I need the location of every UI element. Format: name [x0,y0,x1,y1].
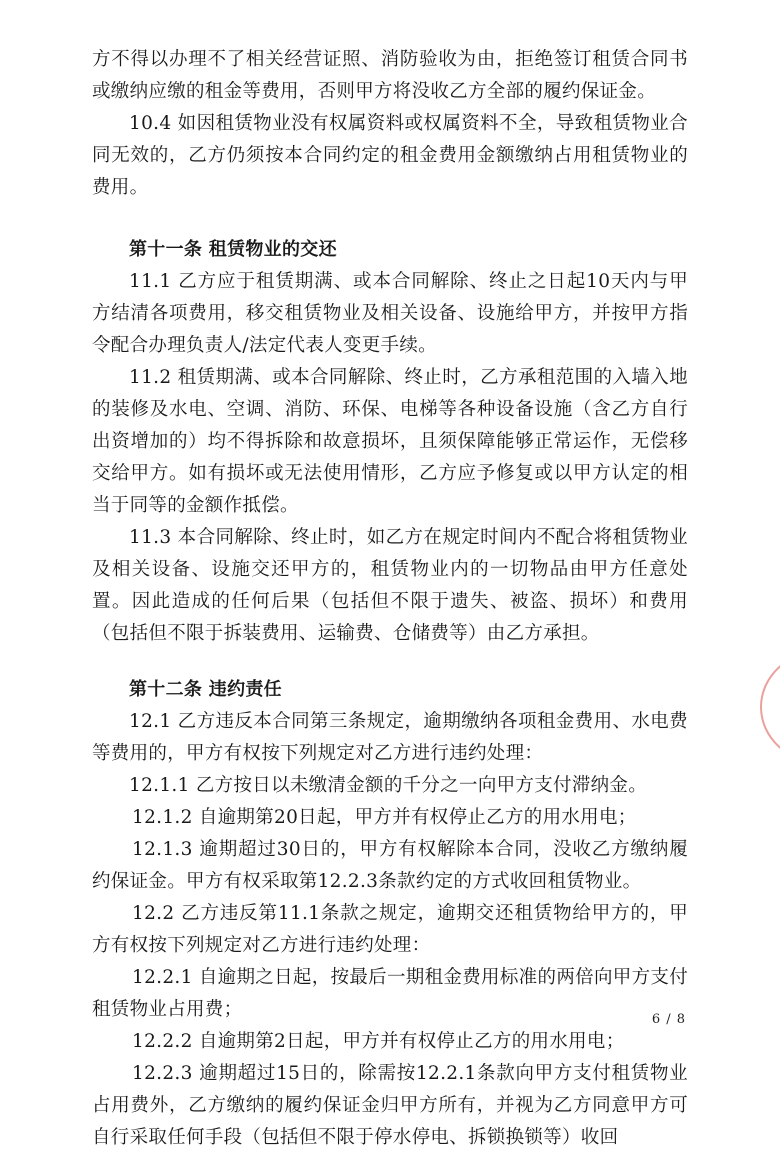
seal-stamp-fragment [750,650,780,760]
spacer [92,204,688,234]
page-number: 6 / 8 [651,1012,686,1027]
clause-12-2-2: 12.2.2 自逾期第2日起，甲方并有权停止乙方的用水用电； [132,1031,625,1052]
clause-12-1-2: 12.1.2 自逾期第20日起，甲方并有权停止乙方的用水用电； [132,807,637,828]
clause-12-1: 12.1 乙方违反本合同第三条规定，逾期缴纳各项租金费用、水电费等费用的，甲方有权按下列规定对乙方进行违约处理： [92,711,688,764]
clause-11-3: 11.3 本合同解除、终止时，如乙方在规定时间内不配合将租赁物业及相关设备、设施交还甲方的，租赁物业内的一切物品由甲方任意处置。因此造成的任何后果（包括但不限于遗失、被盗、损坏）和费用（包括但不限于拆装费用、运输费、仓储费等）由乙方承担。 [92,527,688,644]
clause-12-1-1: 12.1.1 乙方按日以未缴清金额的千分之一向甲方支付滞纳金。 [129,775,648,796]
contract-body [92,44,688,1154]
paragraph-continuation: 方不得以办理不了相关经营证照、消防验收为由，拒绝签订租赁合同书或缴纳应缴的租金等费用，否则甲方将没收乙方全部的履约保证金。 [92,49,688,102]
clause-11-1: 11.1 乙方应于租赁期满、或本合同解除、终止之日起10天内与甲方结清各项费用，移交租赁物业及相关设备、设施给甲方，并按甲方指令配合办理负责人/法定代表人变更手续。 [92,271,688,356]
seal-arc [760,650,780,760]
article-11-heading: 第十一条 租赁物业的交还 [129,239,337,260]
article-12-heading: 第十二条 违约责任 [129,679,282,700]
spacer [92,650,688,674]
clause-12-2: 12.2 乙方违反第11.1条款之规定，逾期交还租赁物给甲方的，甲方有权按下列规定对乙方进行违约处理： [92,903,688,956]
clause-10-4: 10.4 如因租赁物业没有权属资料或权属资料不全，导致租赁物业合同无效的，乙方仍须按本合同约定的租金费用金额缴纳占用租赁物业的费用。 [92,113,688,198]
clause-12-1-3: 12.1.3 逾期超过30日的，甲方有权解除本合同，没收乙方缴纳履约保证金。甲方有权采取第12.2.3条款约定的方式收回租赁物业。 [92,839,688,892]
clause-12-2-1: 12.2.1 自逾期之日起，按最后一期租金费用标准的两倍向甲方支付租赁物业占用费； [92,967,688,1020]
clause-12-2-3: 12.2.3 逾期超过15日的，除需按12.2.1条款向甲方支付租赁物业占用费外，乙方缴纳的履约保证金归甲方所有，并视为乙方同意甲方可自行采取任何手段（包括但不限于停水停电、拆锁换锁等）收回 [92,1063,688,1148]
clause-11-2: 11.2 租赁期满、或本合同解除、终止时，乙方承租范围的入墙入地的装修及水电、空调、消防、环保、电梯等各种设备设施（含乙方自行出资增加的）均不得拆除和故意损坏，且须保障能够正常运作，无偿移交给甲方。如有损坏或无法使用情形，乙方应予修复或以甲方认定的相当于同等的金额作抵偿。 [92,367,688,516]
